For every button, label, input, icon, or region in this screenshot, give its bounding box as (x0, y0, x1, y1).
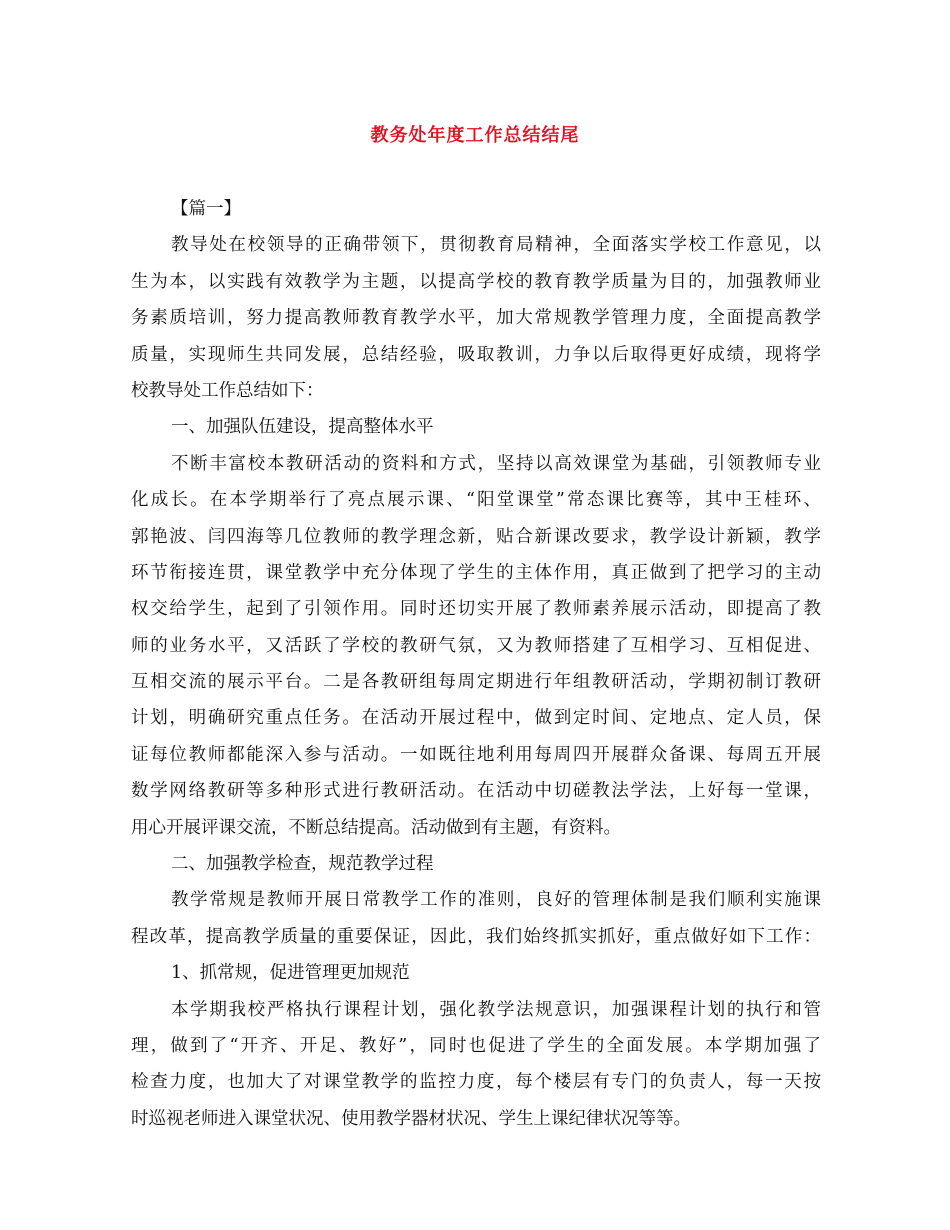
paragraph-line: 师的业务水平，又活跃了学校的教研气氛，又为教师搭建了互相学习、互相促进、 (131, 635, 821, 656)
section-label: 【篇一】 (171, 199, 241, 219)
paragraph-line: 理，做到了“开齐、开足、教好”，同时也促进了学生的全面发展。本学期加强了 (131, 1035, 821, 1056)
paragraph-line: 证每位教师都能深入参与活动。一如既往地利用每周四开展群众备课、每周五开展 (131, 744, 821, 765)
subsection-heading: 1、抓常规，促进管理更加规范 (171, 963, 410, 984)
paragraph-line: 环节衔接连贯，课堂教学中充分体现了学生的主体作用，真正做到了把学习的主动 (131, 562, 821, 583)
paragraph-line: 务素质培训，努力提高教师教育教学水平，加大常规教学管理力度，全面提高教学 (131, 308, 821, 329)
paragraph-line: 程改革，提高教学质量的重要保证，因此，我们始终抓实抓好，重点做好如下工作： (131, 926, 821, 947)
paragraph-line: 权交给学生，起到了引领作用。同时还切实开展了教师素养展示活动，即提高了教 (131, 599, 821, 620)
paragraph-line: 本学期我校严格执行课程计划，强化教学法规意识，加强课程计划的执行和管 (171, 999, 821, 1020)
paragraph-line: 教导处在校领导的正确带领下，贯彻教育局精神，全面落实学校工作意见，以 (171, 235, 821, 256)
paragraph-line: 化成长。在本学期举行了亮点展示课、“阳堂课堂”常态课比赛等，其中王桂环、 (131, 490, 821, 511)
section-heading: 一、加强队伍建设，提高整体水平 (171, 417, 434, 438)
paragraph-line: 时巡视老师进入课堂状况、使用教学器材状况、学生上课纪律状况等等。 (131, 1108, 691, 1129)
paragraph-line: 数学网络教研等多种形式进行教研活动。在活动中切磋教法学法，上好每一堂课， (131, 781, 821, 802)
paragraph-line: 质量，实现师生共同发展，总结经验，吸取教训，力争以后取得更好成绩，现将学 (131, 344, 821, 365)
document-body (131, 191, 821, 1137)
paragraph-line: 计划，明确研究重点任务。在活动开展过程中，做到定时间、定地点、定人员，保 (131, 708, 821, 729)
paragraph-line: 用心开展评课交流，不断总结提高。活动做到有主题，有资料。 (131, 817, 621, 838)
paragraph-line: 不断丰富校本教研活动的资料和方式，坚持以高效课堂为基础，引领教师专业 (171, 453, 821, 474)
paragraph-line: 互相交流的展示平台。二是各教研组每周定期进行年组教研活动，学期初制订教研 (131, 672, 821, 693)
paragraph-line: 校教导处工作总结如下： (131, 380, 324, 401)
paragraph-line: 教学常规是教师开展日常教学工作的准则，良好的管理体制是我们顺利实施课 (171, 890, 821, 911)
paragraph-line: 生为本，以实践有效教学为主题，以提高学校的教育教学质量为目的，加强教师业 (131, 271, 821, 292)
paragraph-line: 郭艳波、闫四海等几位教师的教学理念新，贴合新课改要求，教学设计新颖，教学 (131, 526, 821, 547)
document-title: 教务处年度工作总结结尾 (370, 125, 580, 146)
paragraph-line: 检查力度，也加大了对课堂教学的监控力度，每个楼层有专门的负责人，每一天按 (131, 1072, 821, 1093)
section-heading: 二、加强教学检查，规范教学过程 (171, 854, 434, 875)
